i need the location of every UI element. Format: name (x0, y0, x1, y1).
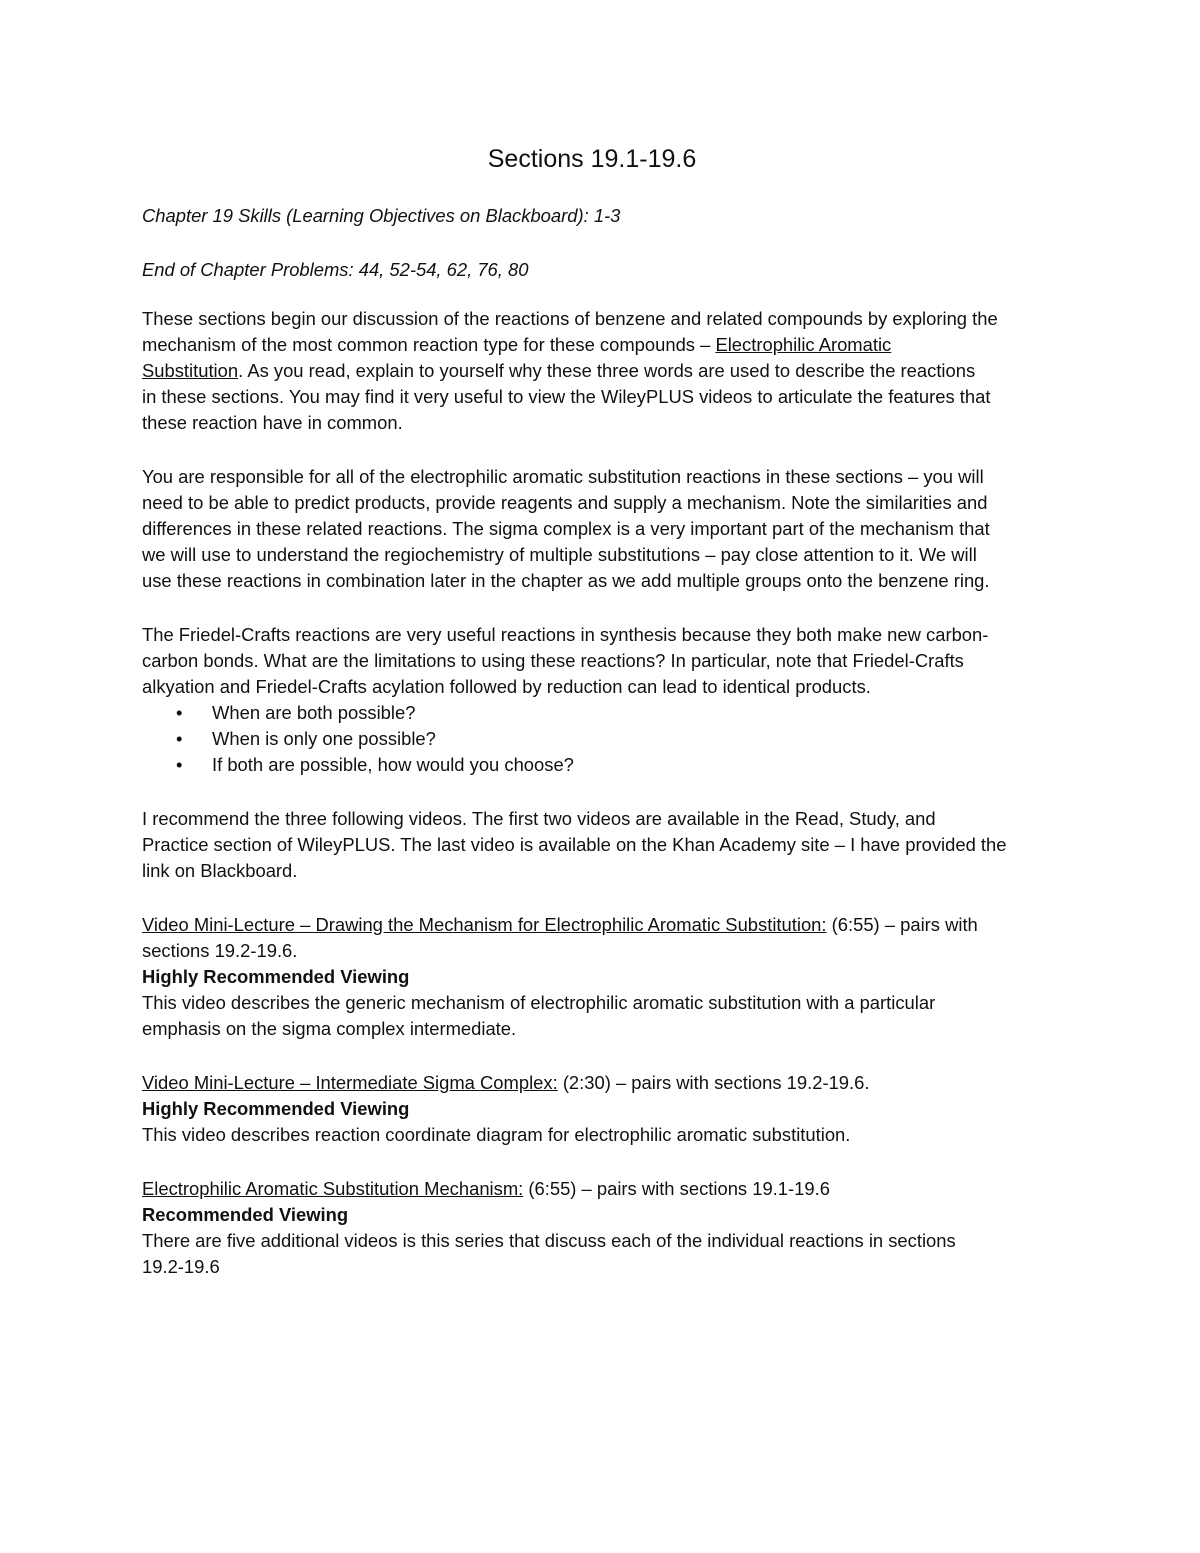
bullet-item: When is only one possible? (212, 728, 436, 749)
video-3-description: There are five additional videos is this series that discuss each of the individual reactions in sections (142, 1230, 956, 1251)
responsibility-paragraph-line: we will use to understand the regiochemistry of multiple substitutions – pay close attention to it. We will (142, 544, 977, 565)
videos-intro-line: I recommend the three following videos. The first two videos are available in the Read, Study, and (142, 808, 936, 829)
video-2-recommendation: Highly Recommended Viewing (142, 1098, 410, 1119)
bullet-icon: • (176, 728, 183, 749)
video-3-recommendation: Recommended Viewing (142, 1204, 349, 1225)
responsibility-paragraph-line: need to be able to predict products, provide reagents and supply a mechanism. Note the similarities and (142, 492, 988, 513)
videos-intro-line: link on Blackboard. (142, 860, 298, 881)
video-1-recommendation: Highly Recommended Viewing (142, 966, 410, 987)
bullet-icon: • (176, 754, 183, 775)
friedel-crafts-paragraph-line: carbon bonds. What are the limitations to using these reactions? In particular, note that Friedel-Crafts (142, 650, 964, 671)
skills-line: Chapter 19 Skills (Learning Objectives on Blackboard): 1-3 (142, 205, 621, 226)
intro-paragraph-line: These sections begin our discussion of the reactions of benzene and related compounds by exploring the (142, 308, 998, 329)
video-3-link[interactable]: Electrophilic Aromatic Substitution Mechanism: (142, 1178, 524, 1199)
video-1-description: This video describes the generic mechanism of electrophilic aromatic substitution with a particular (142, 992, 936, 1013)
eas-link[interactable]: Electrophilic Aromatic (715, 334, 892, 355)
friedel-crafts-paragraph-line: alkyation and Friedel-Crafts acylation followed by reduction can lead to identical products. (142, 676, 871, 697)
video-1-link[interactable]: Video Mini-Lecture – Drawing the Mechanism for Electrophilic Aromatic Substitution: (142, 914, 827, 935)
video-1-sections: sections 19.2-19.6. (142, 940, 298, 961)
video-1-description: emphasis on the sigma complex intermediate. (142, 1018, 517, 1039)
intro-paragraph-line: these reaction have in common. (142, 412, 403, 433)
eas-link-continued[interactable]: Substitution (142, 360, 239, 381)
bullet-icon: • (176, 702, 183, 723)
video-2-link[interactable]: Video Mini-Lecture – Intermediate Sigma Complex: (142, 1072, 558, 1093)
responsibility-paragraph-line: You are responsible for all of the electrophilic aromatic substitution reactions in these sections – you will (142, 466, 984, 487)
page-title: Sections 19.1-19.6 (487, 145, 697, 173)
responsibility-paragraph-line: use these reactions in combination later in the chapter as we add multiple groups onto the benzene ring. (142, 570, 990, 591)
responsibility-paragraph-line: differences in these related reactions. The sigma complex is a very important part of the mechanism that (142, 518, 990, 539)
videos-intro-line: Practice section of WileyPLUS. The last video is available on the Khan Academy site – I have provided the (142, 834, 1007, 855)
intro-paragraph-line: Substitution. As you read, explain to yourself why these three words are used to describe the reactions (142, 360, 976, 381)
video-2-description: This video describes reaction coordinate diagram for electrophilic aromatic substitution. (142, 1124, 851, 1145)
intro-paragraph-line: in these sections. You may find it very useful to view the WileyPLUS videos to articulate the features that (142, 386, 991, 407)
bullet-item: If both are possible, how would you choose? (212, 754, 574, 775)
bullet-item: When are both possible? (212, 702, 416, 723)
intro-paragraph-line: mechanism of the most common reaction type for these compounds – Electrophilic Aromatic (142, 334, 892, 355)
video-1-title-line: Video Mini-Lecture – Drawing the Mechanism for Electrophilic Aromatic Substitution: (6:55) – pairs with (142, 914, 978, 935)
problems-line: End of Chapter Problems: 44, 52-54, 62, 76, 80 (142, 259, 529, 280)
video-3-title-line: Electrophilic Aromatic Substitution Mechanism: (6:55) – pairs with sections 19.1-19.6 (142, 1178, 830, 1199)
video-2-title-line: Video Mini-Lecture – Intermediate Sigma Complex: (2:30) – pairs with sections 19.2-19.6. (142, 1072, 870, 1093)
video-3-description: 19.2-19.6 (142, 1256, 220, 1277)
friedel-crafts-paragraph-line: The Friedel-Crafts reactions are very useful reactions in synthesis because they both make new carbon- (142, 624, 989, 645)
